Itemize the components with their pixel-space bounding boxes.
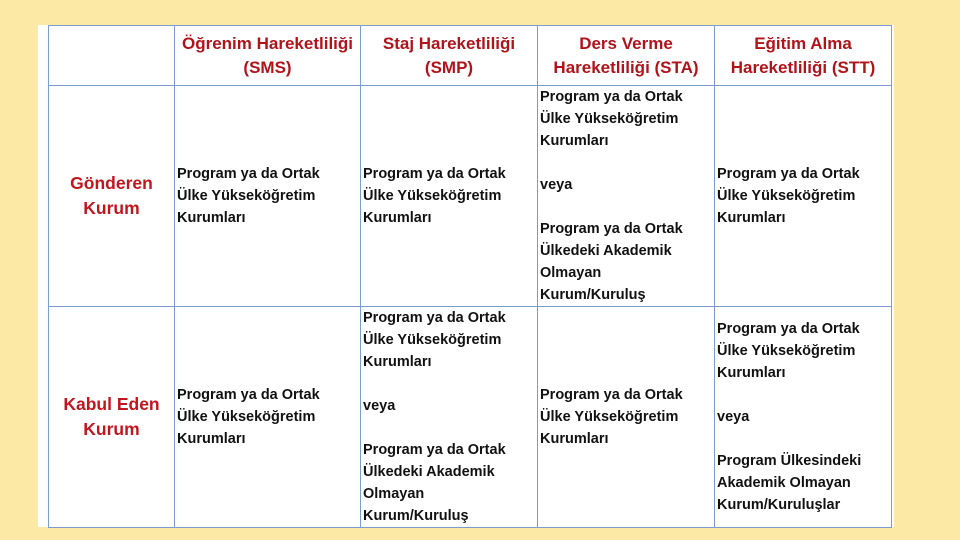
cell-text-line: Program ya da Ortak [540,221,683,237]
cell-text-line: Olmayan [540,265,602,281]
header-row [49,26,892,86]
cell-text-line: veya [717,409,750,425]
table-cell [175,86,361,307]
cell-text-line: Program ya da Ortak [363,166,506,182]
row-header [49,307,175,528]
cell-text-line: Hareketliliği (STA) [553,57,699,77]
cell-text-line [717,428,889,450]
cell-text-line: Kurumları [363,354,432,370]
cell-text-line: Olmayan [363,486,425,502]
cell-text-line: Kurum/Kuruluşlar [717,497,841,513]
cell-text-line: Akademik Olmayan [717,475,851,491]
cell-text-line: Program ya da Ortak [717,166,860,182]
cell-text-line: Ders Verme [579,33,673,53]
cell-text-line: Program ya da Ortak [363,310,506,326]
table-row [49,86,892,307]
cell-text-line: Staj Hareketliliği [382,33,516,53]
cell-text-line: Ülke Yükseköğretim [717,343,856,359]
cell-text-line: Kurumları [540,133,609,149]
cell-text-line: Program ya da Ortak [540,387,683,403]
cell-text-line: (SMS) [243,57,292,77]
cell-text-line: Ülke Yükseköğretim [540,409,679,425]
mobility-table [48,25,892,528]
column-header [175,26,361,86]
cell-text-line: Eğitim Alma [754,33,852,53]
cell-text-line: Kurum/Kuruluş [363,508,469,524]
corner-cell [49,26,175,86]
cell-text-line: Program ya da Ortak [177,387,320,403]
cell-text-line: veya [540,177,573,193]
column-header [361,26,538,86]
cell-text-line: Kurumları [177,431,246,447]
cell-text-line: Kurum/Kuruluş [540,287,646,303]
cell-text-line: Kurumları [717,365,786,381]
cell-text-line: Program ya da Ortak [363,442,506,458]
table-cell [538,86,715,307]
cell-text-line: Ülke Yükseköğretim [177,188,316,204]
cell-text-line: Ülke Yükseköğretim [177,409,316,425]
table-cell [361,86,538,307]
cell-text-line: Program ya da Ortak [177,166,320,182]
cell-text-line: Kurumları [177,210,246,226]
cell-text-line: Kurum [83,419,140,439]
table-cell [538,307,715,528]
cell-text-line: Program ya da Ortak [540,89,683,105]
row-header [49,86,175,307]
cell-text-line: Kurumları [363,210,432,226]
cell-text-line: Gönderen [70,173,153,193]
cell-text-line: Ülke Yükseköğretim [363,188,502,204]
column-header [538,26,715,86]
cell-text-line: Ülkedeki Akademik [540,243,672,259]
cell-text-line: Program ya da Ortak [717,321,860,337]
cell-text-line: Ülke Yükseköğretim [717,188,856,204]
table-cell [715,86,892,307]
cell-text-line: Kurumları [540,431,609,447]
column-header [715,26,892,86]
cell-text-line: Kabul Eden [63,394,160,414]
cell-text-line: Ülke Yükseköğretim [540,111,679,127]
cell-text-line: Ülkedeki Akademik [363,464,495,480]
cell-text-line: Hareketliliği (STT) [730,57,876,77]
cell-text-line: veya [363,398,396,414]
table-cell [175,307,361,528]
cell-text-line: Kurumları [717,210,786,226]
cell-text-line: (SMP) [424,57,474,77]
table-row [49,307,892,528]
cell-text-line [540,152,712,174]
table-cell [715,307,892,528]
cell-text-line: Ülke Yükseköğretim [363,332,502,348]
table-cell [361,307,538,528]
cell-text-line [363,417,535,439]
cell-text-line: Öğrenim Hareketliliği [182,33,353,53]
cell-text-line: Program Ülkesindeki [717,453,862,469]
cell-text-line [717,384,889,406]
cell-text-line [363,373,535,395]
cell-text-line [540,196,712,218]
cell-text-line: Kurum [83,198,140,218]
